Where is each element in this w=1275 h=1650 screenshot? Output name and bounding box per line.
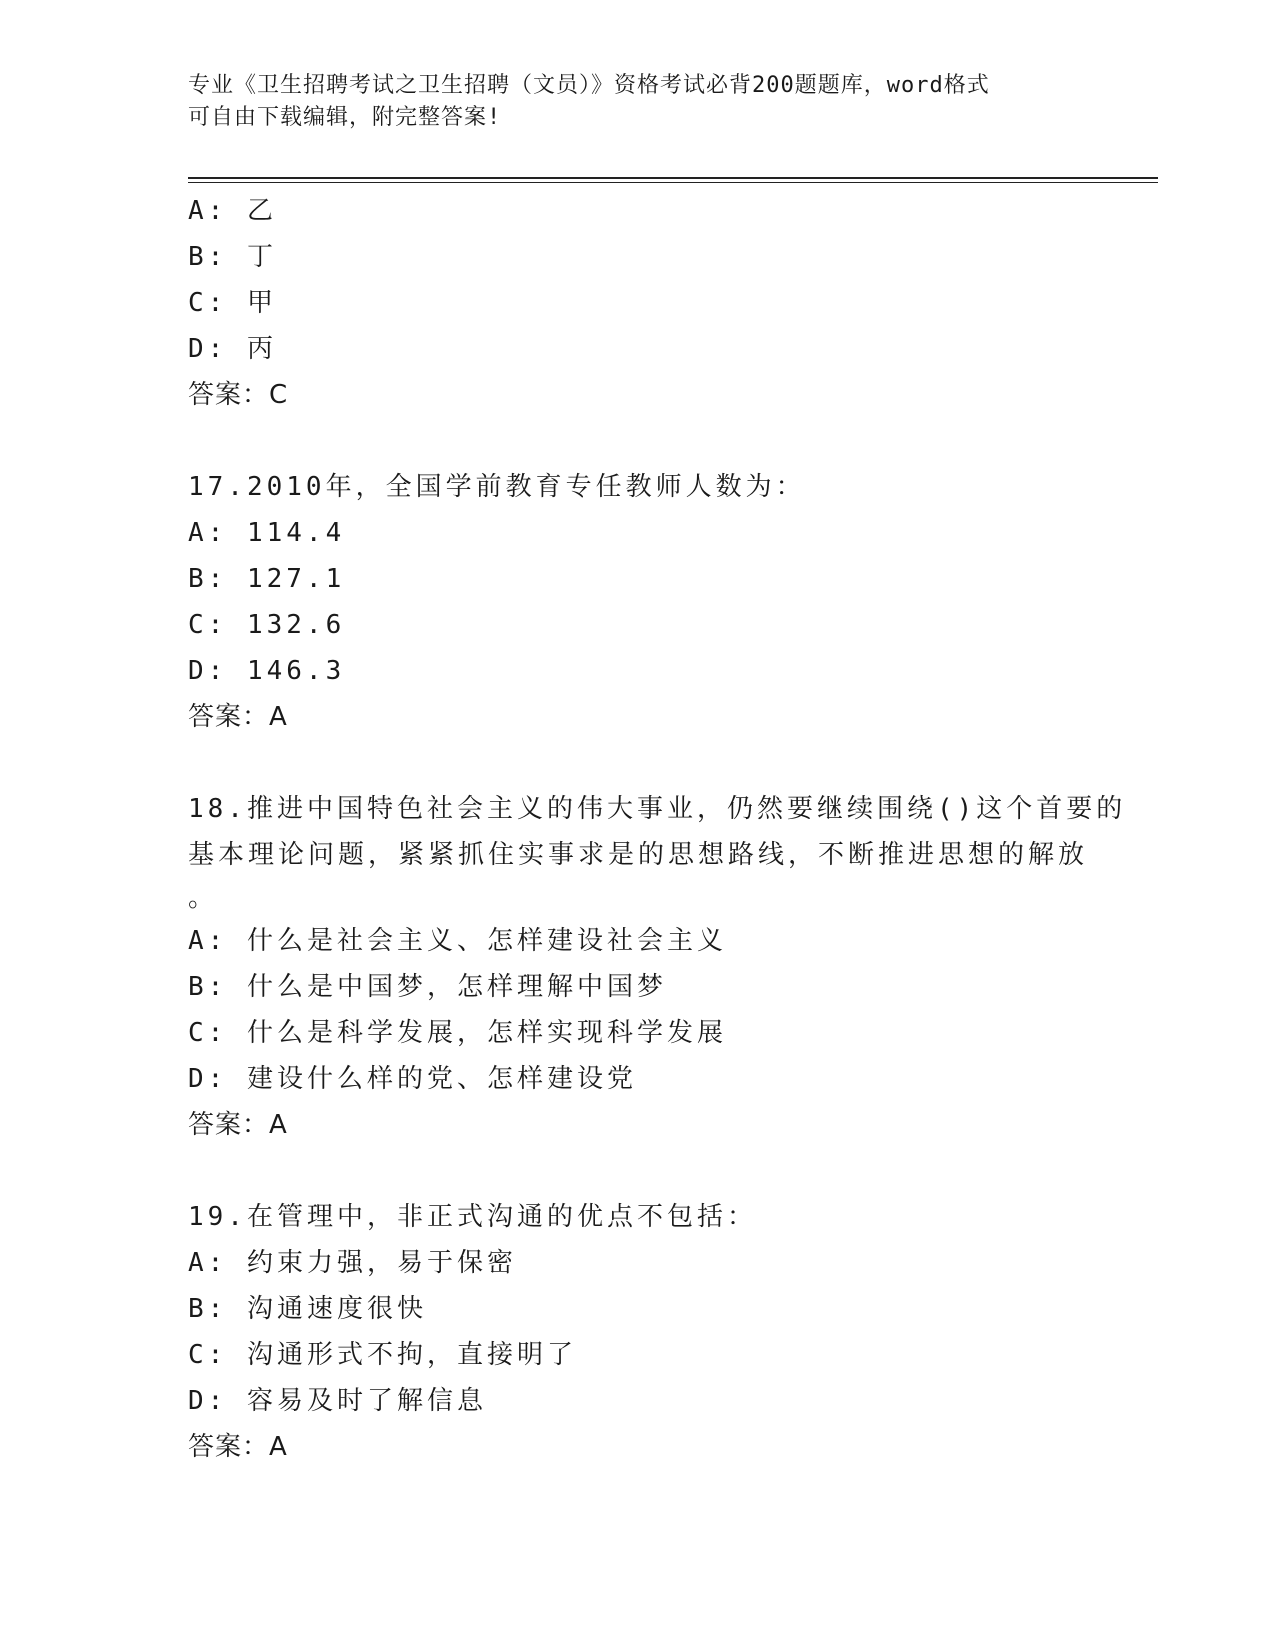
header-line-1: 专业《卫生招聘考试之卫生招聘（文员）》资格考试必背200题题库，word格式 (188, 73, 990, 98)
option-c: C: 什么是科学发展，怎样实现科学发展 (188, 1018, 727, 1048)
question-stem-line: 。 (188, 883, 219, 913)
option-b: B: 沟通速度很快 (188, 1294, 427, 1324)
option-a: A: 什么是社会主义、怎样建设社会主义 (188, 926, 727, 956)
option-b: B: 丁 (188, 242, 277, 272)
header-line-2: 可自由下载编辑，附完整答案! (188, 105, 502, 130)
option-b: B: 127.1 (188, 564, 346, 594)
spacer (188, 740, 1088, 786)
document-header (188, 70, 1068, 134)
question-stem: 17.2010年，全国学前教育专任教师人数为： (188, 472, 806, 502)
option-d: D: 146.3 (188, 656, 346, 686)
question-stem-line: 基本理论问题，紧紧抓住实事求是的思想路线，不断推进思想的解放 (188, 840, 1089, 870)
answer: 答案：A (188, 1432, 288, 1462)
question-stem: 19.在管理中，非正式沟通的优点不包括： (188, 1202, 757, 1232)
header-rule-thick (188, 177, 1158, 179)
answer: 答案：A (188, 1110, 288, 1140)
header-rule-thin (188, 182, 1158, 183)
option-a: A: 乙 (188, 196, 277, 226)
question-list (188, 188, 1127, 1470)
answer: 答案：C (188, 380, 289, 410)
option-c: C: 甲 (188, 288, 277, 318)
option-d: D: 丙 (188, 334, 277, 364)
option-a: A: 114.4 (188, 518, 346, 548)
question-16 (188, 188, 1088, 418)
option-d: D: 容易及时了解信息 (188, 1386, 487, 1416)
option-c: C: 132.6 (188, 610, 346, 640)
question-stem (188, 786, 1127, 918)
option-b: B: 什么是中国梦，怎样理解中国梦 (188, 972, 667, 1002)
option-c: C: 沟通形式不拘，直接明了 (188, 1340, 577, 1370)
question-18 (188, 786, 1127, 1148)
question-19 (188, 1194, 1088, 1470)
answer: 答案：A (188, 702, 288, 732)
option-d: D: 建设什么样的党、怎样建设党 (188, 1064, 637, 1094)
question-stem-line: 18.推进中国特色社会主义的伟大事业，仍然要继续围绕()这个首要的 (188, 794, 1127, 824)
spacer (188, 1148, 1088, 1194)
option-a: A: 约束力强，易于保密 (188, 1248, 517, 1278)
spacer (188, 418, 1088, 464)
question-17 (188, 464, 1088, 740)
